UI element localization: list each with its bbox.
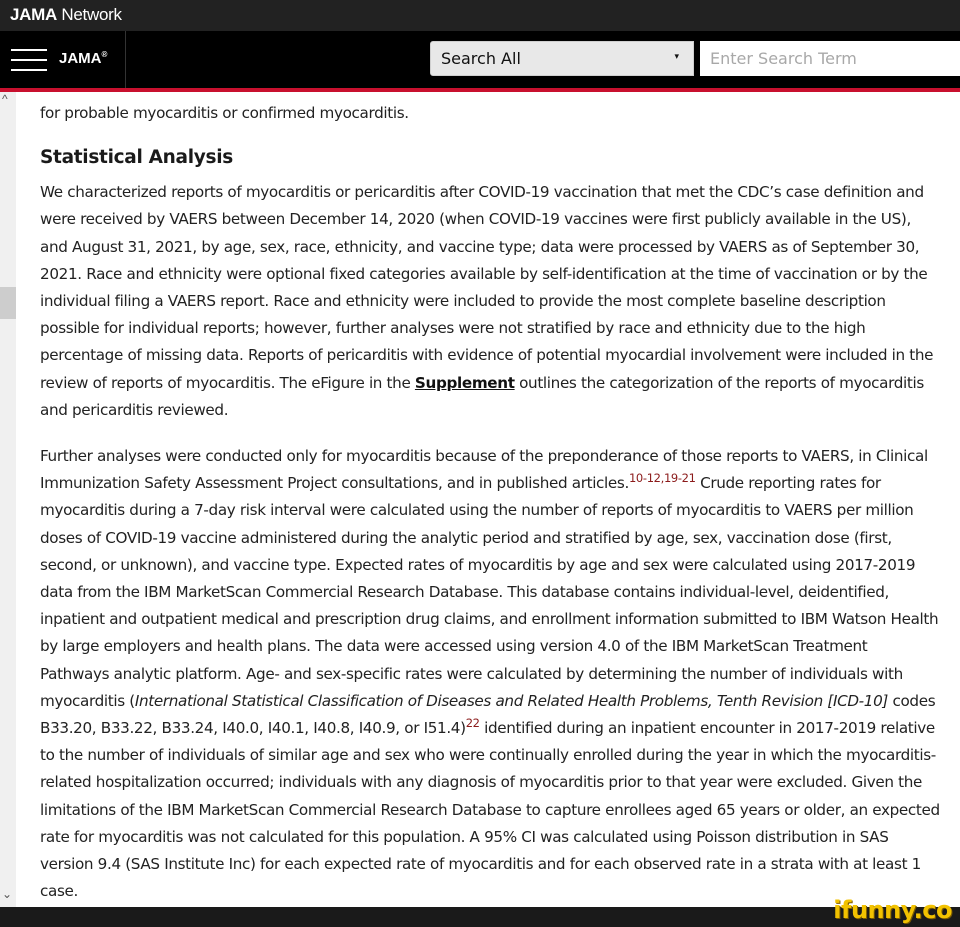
para2-text-b: Crude reporting rates for myocarditis during a 7-day risk interval were calculated using the number of reports of myocarditis to VAERS per million doses of COVID-19 vaccine administered during the analytic period and stratified by age, sex, vaccination dose (first, second, or unknown), and vaccine type. Expected rates of myocarditis by age and sex were calculated using 2017-2019 data from the IBM MarketScan Commercial Research Database. This database contains individual-level, deidentified, inpatient and outpatient medical and prescription drug claims, and enrollment information submitted to IBM Watson Health by large employers and health plans. The data were accessed using version 4.0 of the IBM MarketScan Treatment Pathways analytic platform. Age- and sex-specific rates were calculated by determining the number of individuals with myocarditis ( [40,474,939,710]
para2-text-c: codes B33.20, B33.22, B33.24, I40.0, I40.1, I40.8, I40.9, or I51.4) [40,691,936,738]
scrollbar-thumb[interactable] [0,287,16,319]
network-logo-light: Network [56,5,122,24]
reference-citation[interactable]: 10-12,19-21 [628,471,696,486]
reference-citation[interactable]: 22 [465,716,480,731]
para2-italic-title: International Statistical Classification of Diseases and Related Health Problems, Tenth Revision [ICD-10] [134,691,889,710]
dropdown-caret-icon: ▾ [674,52,679,62]
para1-text-b: outlines the categorization of the reports of myocarditis and pericarditis reviewed. [40,373,924,419]
jama-network-logo[interactable] [10,5,122,25]
article-body [40,100,940,905]
journal-logo-text: JAMA [59,50,102,67]
vertical-scrollbar[interactable] [0,92,16,907]
jama-journal-logo[interactable] [59,50,107,67]
para2-text-d: identified during an inpatient encounter in 2017-2019 relative to the number of individuals of similar age and sex who were continually enrolled during the year in which the myocarditis-related hospitalization occurred; individuals with any diagnosis of myocarditis prior to that year were excluded. Given the limitations of the IBM MarketScan Commercial Research Database to capture enrollees aged 65 years or older, an expected rate for myocarditis was not calculated for this population. A 95% CI was calculated using Poisson distribution in SAS version 9.4 (SAS Institute Inc) for each expected rate of myocarditis and for each observed rate in a strata with at least 1 case. [40,719,940,901]
bottom-bar [0,907,960,927]
hamburger-menu-icon[interactable] [11,49,47,71]
search-scope-select[interactable] [430,41,694,76]
para2-text-a: Further analyses were conducted only for myocarditis because of the preponderance of those reports to VAERS, in Clinical Immunization Safety Assessment Project consultations, and in published articles. [40,447,928,493]
paragraph-2 [40,443,940,905]
journal-header [0,31,960,88]
scroll-down-arrow-icon[interactable]: ⌄ [2,887,13,901]
registered-mark: ® [101,50,108,59]
network-bar [0,0,960,31]
menu-block [0,31,126,88]
para1-text-a: We characterized reports of myocarditis or pericarditis after COVID-19 vaccination that met the CDC’s case definition and were received by VAERS between December 14, 2020 (when COVID-19 vaccines were first publicly available in the US), and August 31, 2021, by age, sex, race, ethnicity, and vaccine type; data were processed by VAERS as of September 30, 2021. Race and ethnicity were optional fixed categories available by self-identification at the time of vaccination or by the individual filing a VAERS report. Race and ethnicity were included to provide the most complete baseline description possible for individual reports; however, further analyses were not stratified by race and ethnicity due to the high percentage of missing data. Reports of pericarditis with evidence of potential myocardial involvement were included in the review of reports of myocarditis. The eFigure in the [40,183,934,392]
scroll-up-arrow-icon[interactable]: ^ [2,92,8,106]
search-input[interactable] [700,41,960,76]
supplement-link[interactable]: Supplement [414,373,515,392]
article-content [16,92,960,907]
lead-fragment: for probable myocarditis or confirmed myocarditis. [40,104,409,122]
network-logo-bold: JAMA [10,5,57,24]
section-title: Statistical Analysis [40,147,234,169]
ifunny-watermark: ifunny.co [833,896,952,924]
search-scope-label: Search All [441,49,521,68]
paragraph-1 [40,179,940,424]
